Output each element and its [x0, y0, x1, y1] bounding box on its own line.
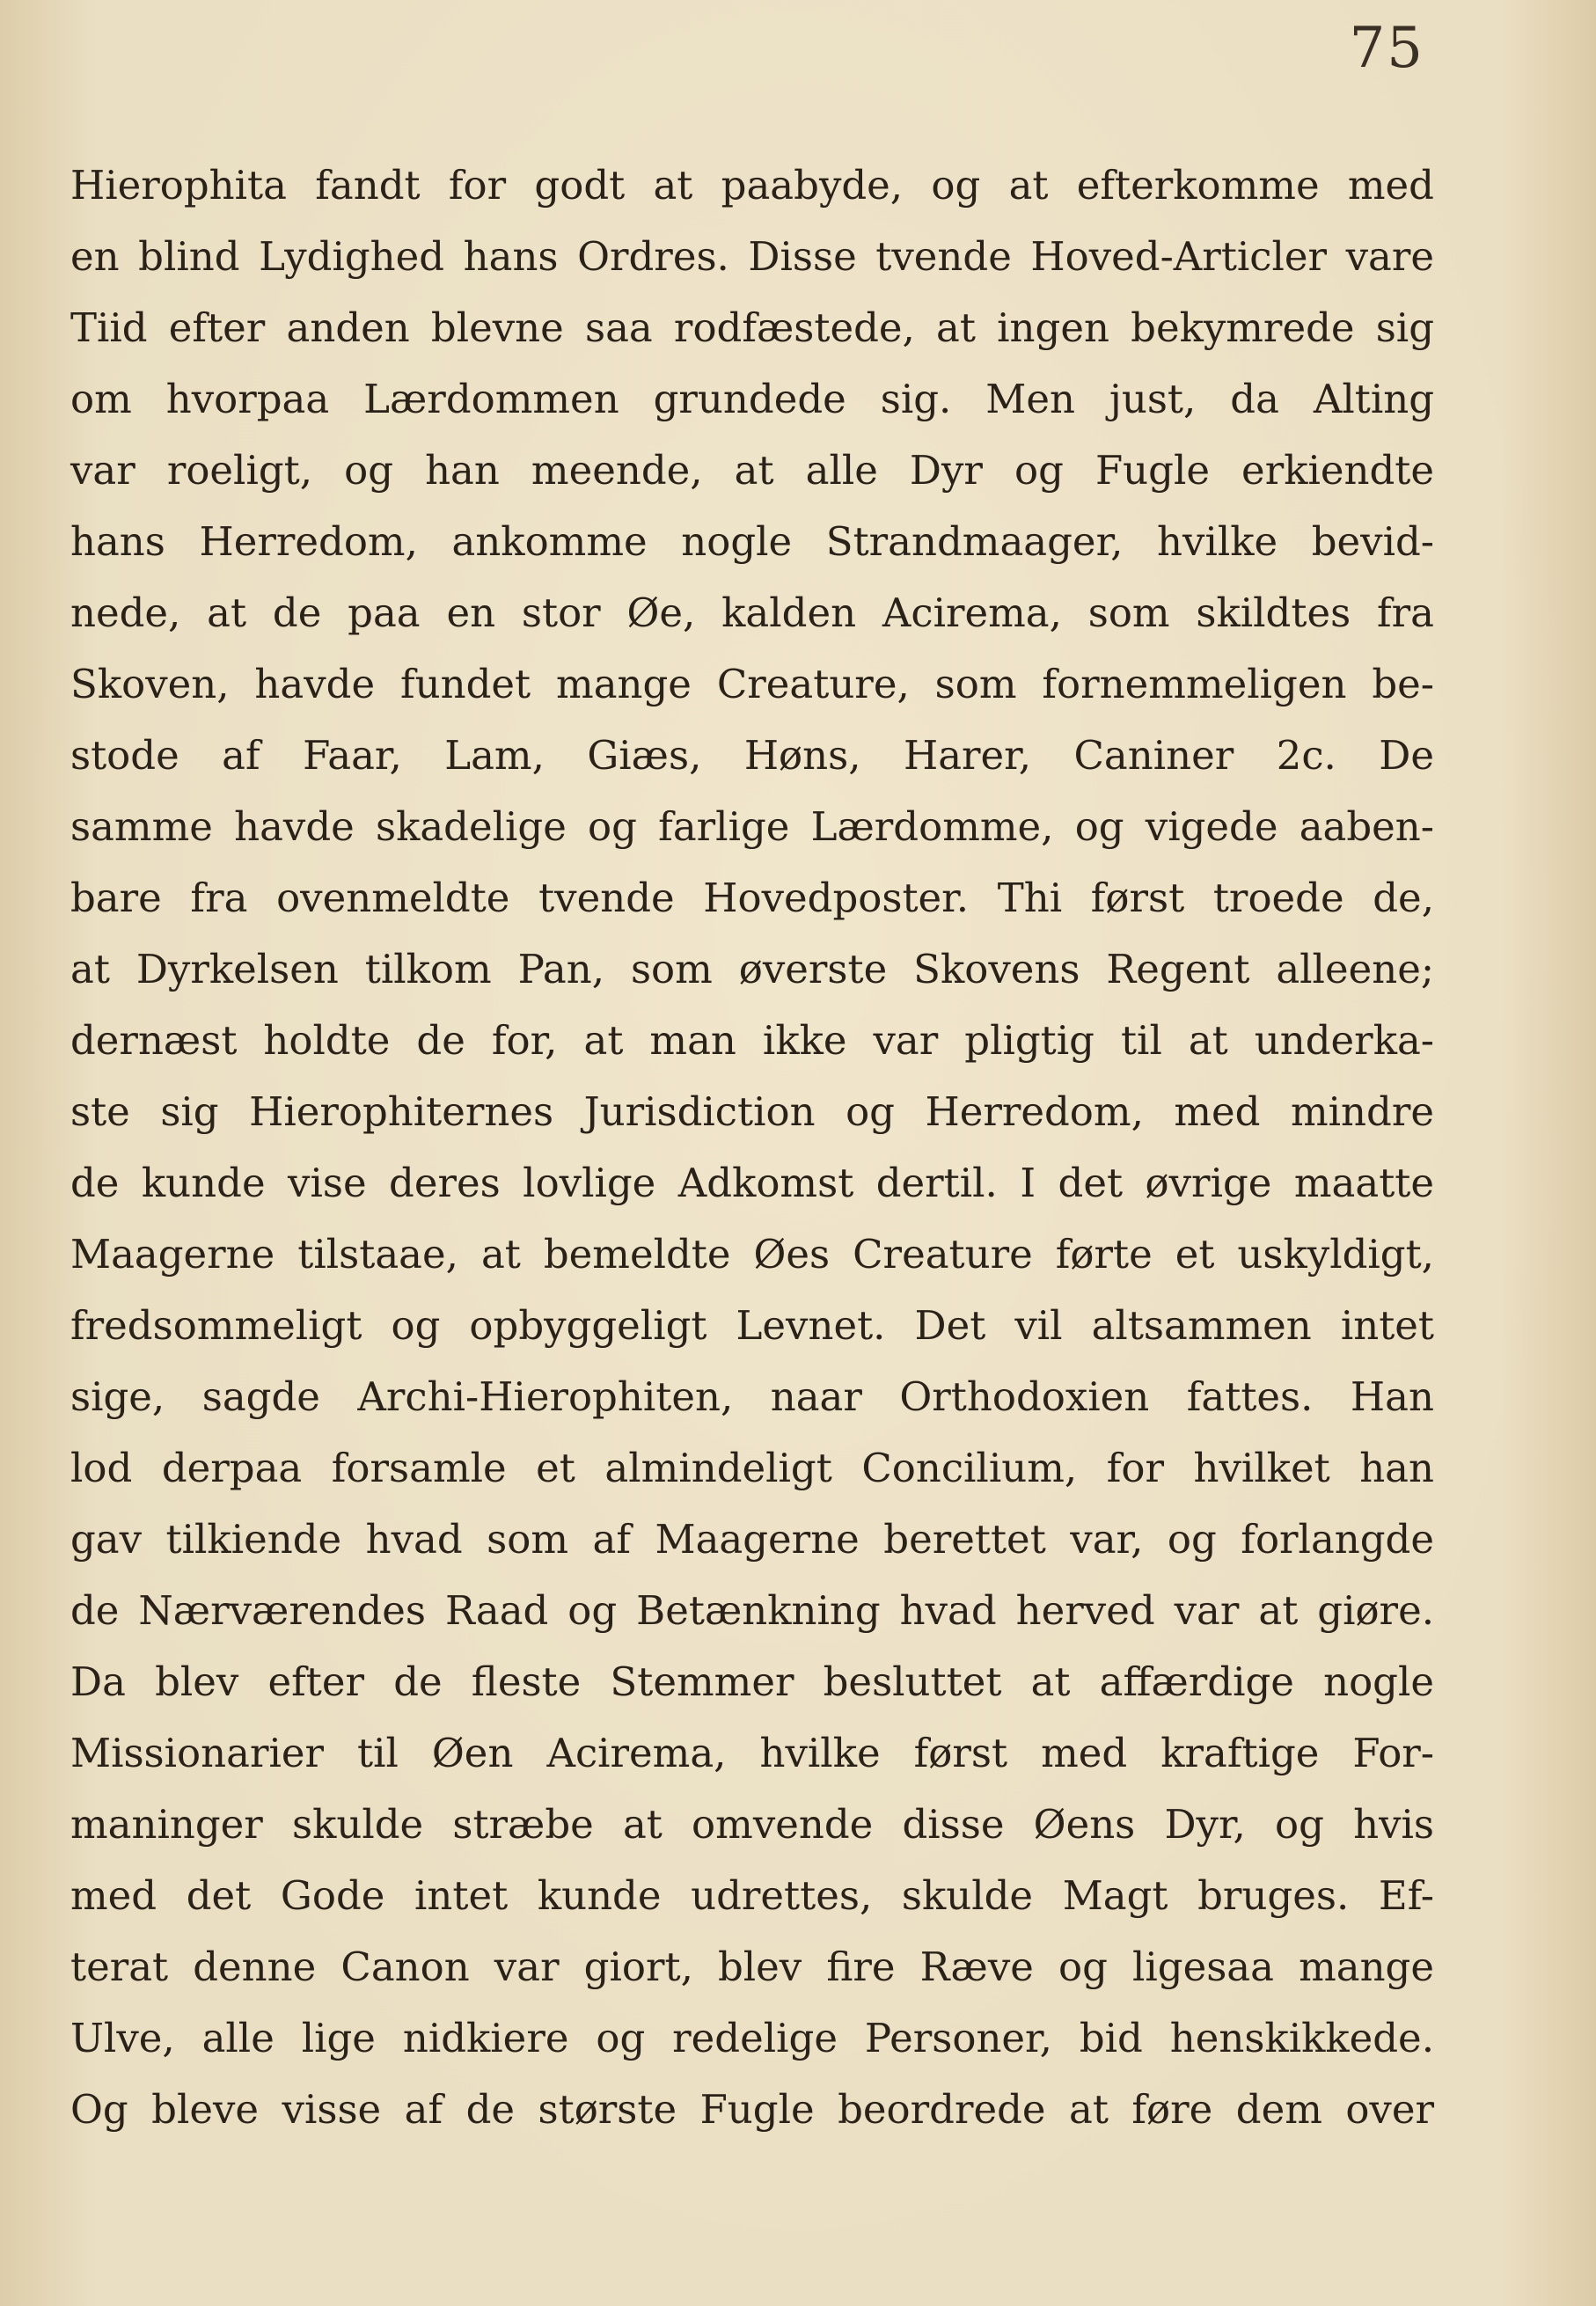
- text-line: Missionarier til Øen Acirema, hvilke først med kraftige For-: [70, 1730, 1434, 1776]
- text-line: Skoven, havde fundet mange Creature, som fornemmeligen be-: [70, 661, 1434, 707]
- text-line: de kunde vise deres lovlige Adkomst dertil. I det øvrige maatte: [70, 1160, 1434, 1206]
- text-line: Hierophita fandt for godt at paabyde, og at efterkomme med: [70, 162, 1434, 209]
- text-line: gav tilkiende hvad som af Maagerne berettet var, og forlangde: [70, 1516, 1434, 1563]
- text-line: samme havde skadelige og farlige Lærdomme, og vigede aaben-: [70, 803, 1434, 850]
- text-line: Og bleve visse af de største Fugle beordrede at føre dem over: [70, 2086, 1434, 2133]
- text-line: sige, sagde Archi-Hierophiten, naar Orthodoxien fattes. Han: [70, 1373, 1434, 1420]
- page-number: 75: [1349, 16, 1424, 81]
- text-line: Tiid efter anden blevne saa rodfæstede, at ingen bekymrede sig: [70, 304, 1434, 351]
- text-line: maninger skulde stræbe at omvende disse Øens Dyr, og hvis: [70, 1801, 1434, 1848]
- text-line: Ulve, alle lige nidkiere og redelige Personer, bid henskikkede.: [70, 2015, 1434, 2061]
- text-line: nede, at de paa en stor Øe, kalden Acirema, som skildtes fra: [70, 589, 1434, 636]
- text-line: de Nærværendes Raad og Betænkning hvad herved var at giøre.: [70, 1587, 1434, 1634]
- text-line: ste sig Hierophiternes Jurisdiction og Herredom, med mindre: [70, 1088, 1434, 1135]
- text-line: lod derpaa forsamle et almindeligt Concilium, for hvilket han: [70, 1445, 1434, 1491]
- text-line: terat denne Canon var giort, blev fire Ræve og ligesaa mange: [70, 1944, 1434, 1990]
- text-line: med det Gode intet kunde udrettes, skulde Magt bruges. Ef-: [70, 1872, 1434, 1919]
- text-line: en blind Lydighed hans Ordres. Disse tvende Hoved-Articler vare: [70, 233, 1434, 280]
- text-line: Da blev efter de fleste Stemmer besluttet at affærdige nogle: [70, 1658, 1434, 1705]
- text-line: fredsommeligt og opbyggeligt Levnet. Det vil altsammen intet: [70, 1302, 1434, 1349]
- text-line: Maagerne tilstaae, at bemeldte Øes Creature førte et uskyldigt,: [70, 1231, 1434, 1277]
- text-line: hans Herredom, ankomme nogle Strandmaager, hvilke bevid-: [70, 518, 1434, 565]
- text-line: at Dyrkelsen tilkom Pan, som øverste Skovens Regent alleene;: [70, 946, 1434, 992]
- text-line: dernæst holdte de for, at man ikke var pligtig til at underka-: [70, 1017, 1434, 1064]
- text-line: stode af Faar, Lam, Giæs, Høns, Harer, Caniner 2c. De: [70, 732, 1434, 779]
- text-line: var roeligt, og han meende, at alle Dyr og Fugle erkiendte: [70, 447, 1434, 494]
- body-text: [70, 150, 1434, 2145]
- text-line: om hvorpaa Lærdommen grundede sig. Men just, da Alting: [70, 376, 1434, 422]
- text-line: bare fra ovenmeldte tvende Hovedposter. Thi først troede de,: [70, 875, 1434, 921]
